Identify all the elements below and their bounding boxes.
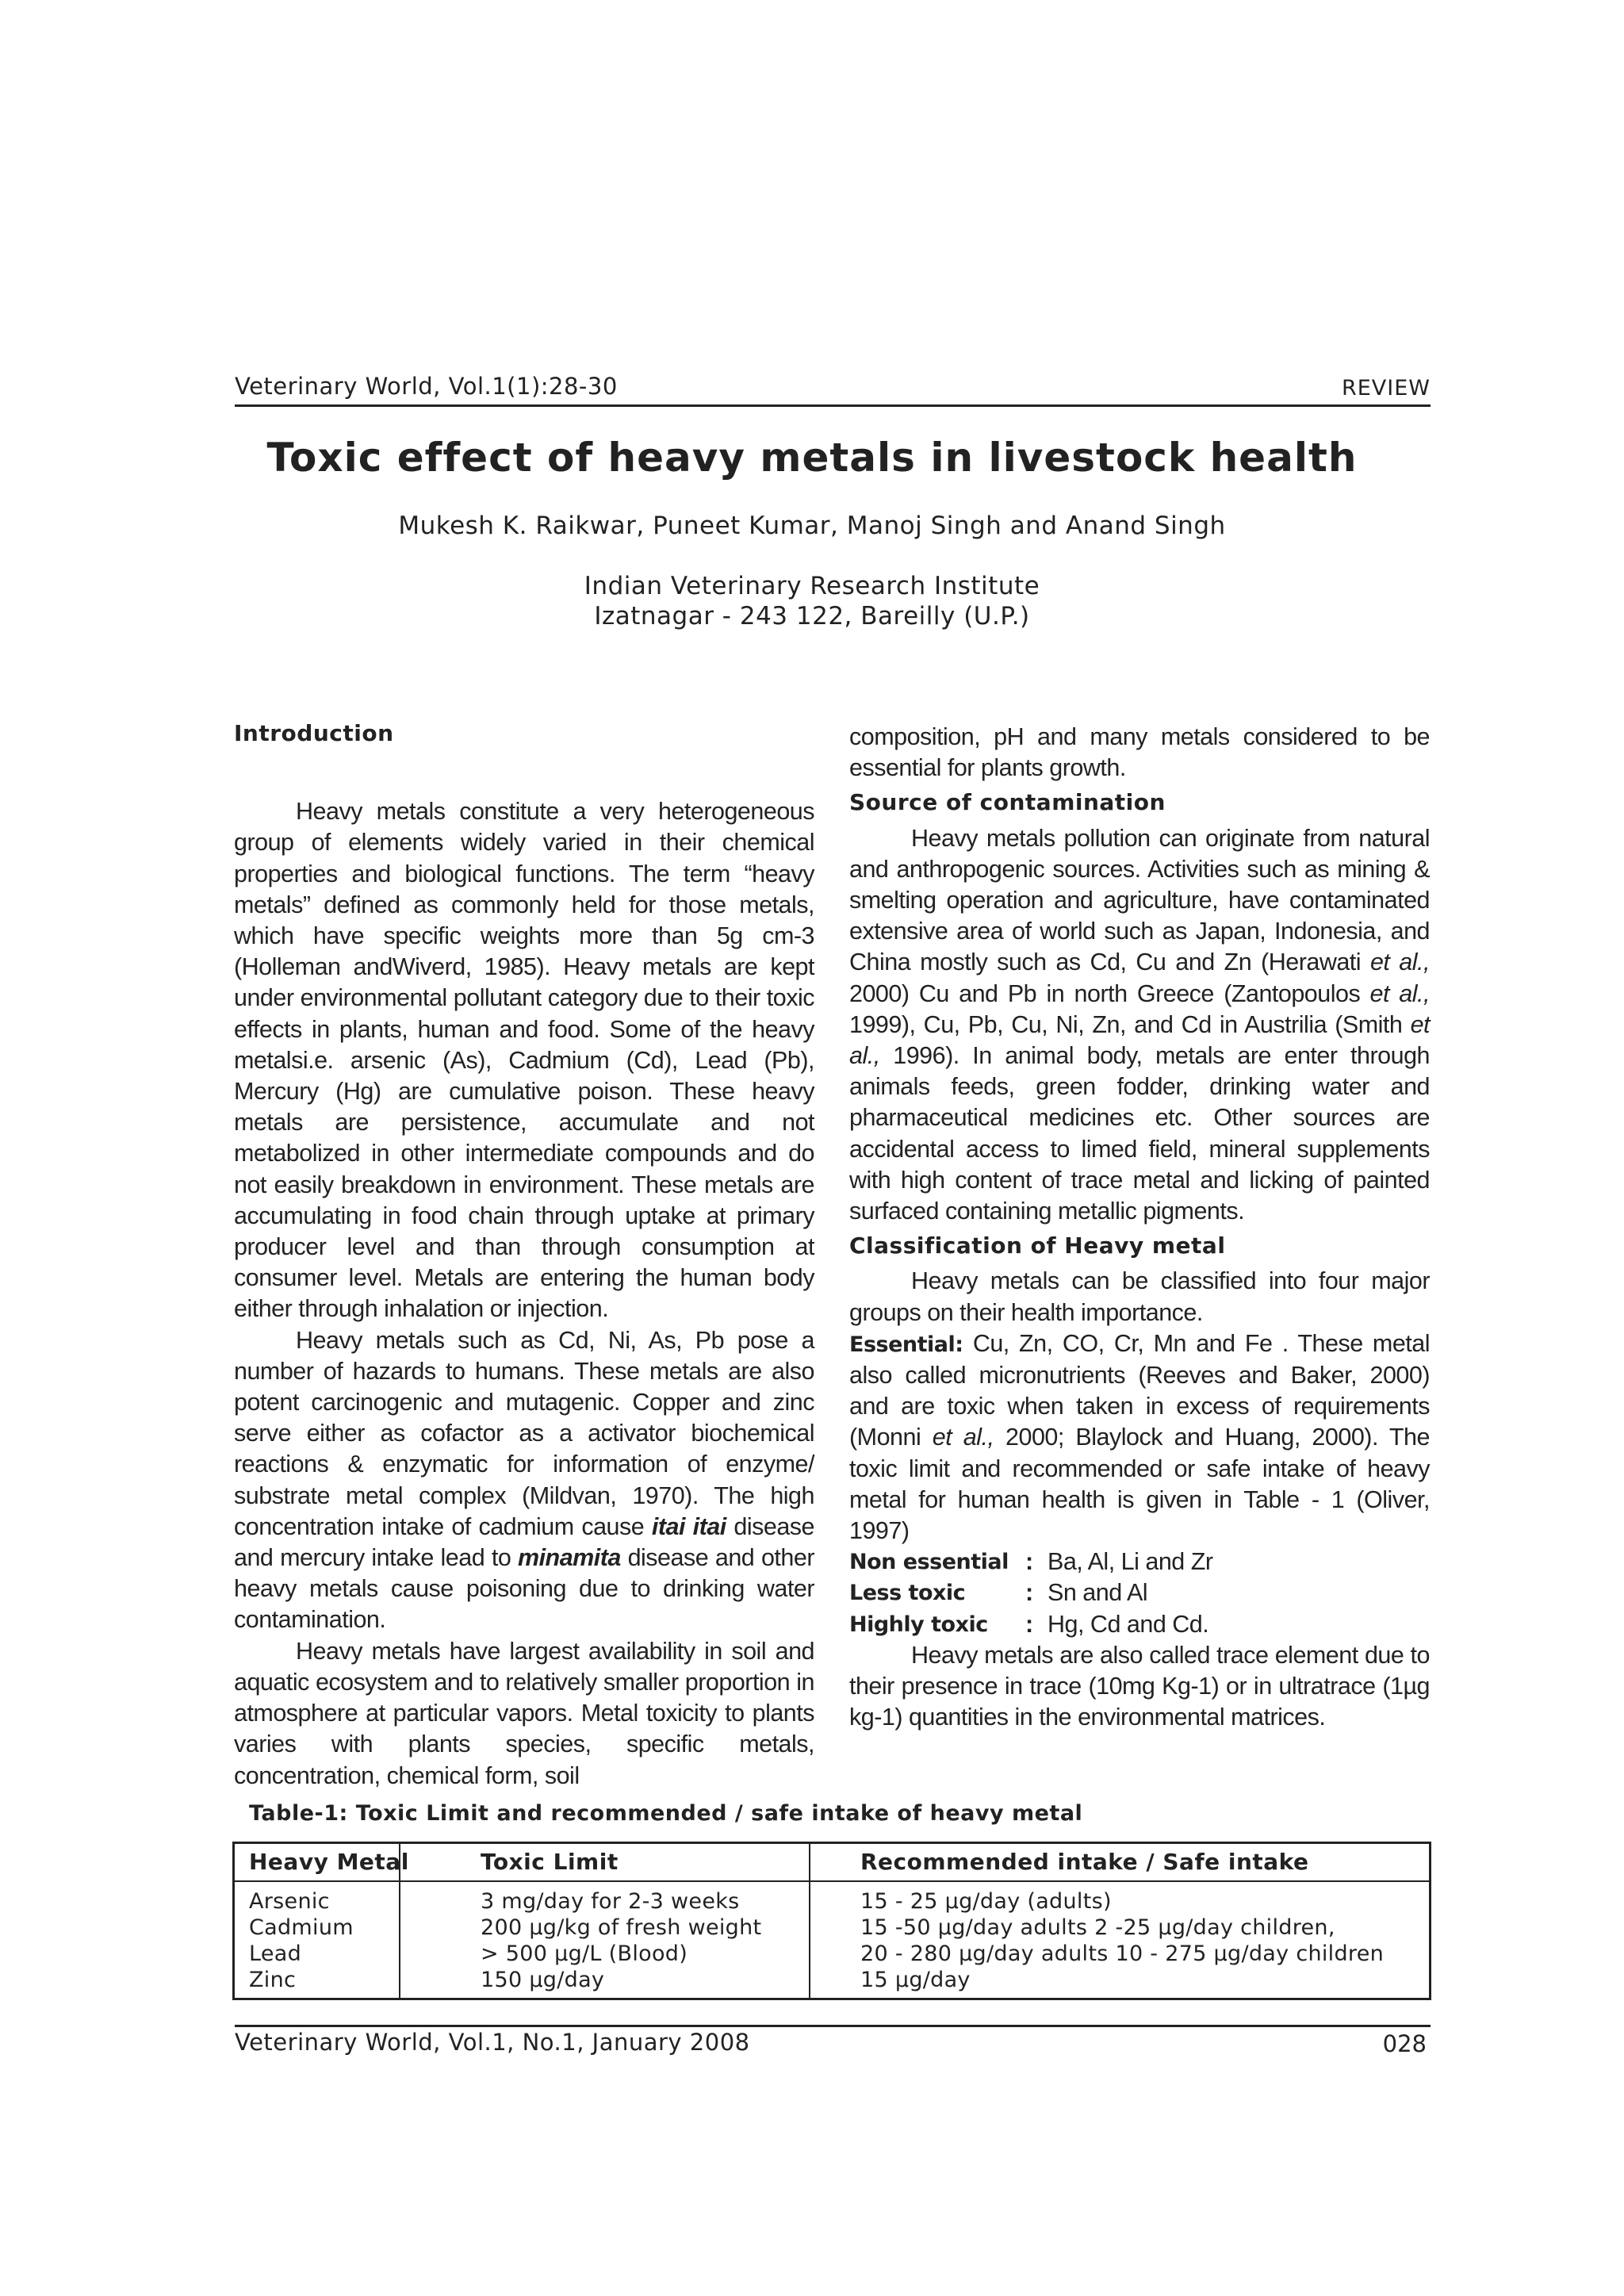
class-value: Hg, Cd and Cd.: [1048, 1610, 1209, 1638]
class-colon: :: [1025, 1610, 1033, 1638]
class-row-non-essential: [849, 1547, 1430, 1577]
et-al-2: et al.,: [1369, 979, 1430, 1007]
minamita-term: minamita: [517, 1544, 621, 1572]
classification-intro: Heavy metals can be classified into four major groups on their health importance.: [849, 1267, 1430, 1326]
intro-p2-mid: disease and mercury intake lead to: [234, 1512, 814, 1572]
intro-paragraph-3: Heavy metals have largest availability in soil and aquatic ecosystem and to relatively smaller proportion in atmosphere at particular vapors. Metal toxicity to plants varies with plants species, specific metals, concentration, chemical form, soil: [234, 1637, 814, 1789]
class-label: Non essential: [849, 1550, 1009, 1575]
essential-text-b: 2000; Blaylock and Huang, 2000). The toxic limit and recommended or safe intake of heavy metal for human health is given in Table - 1 (Oliver, 1997): [849, 1424, 1430, 1545]
essential-label: Essential:: [849, 1332, 963, 1357]
running-header-journal: Veterinary World, Vol.1(1):28-30: [235, 373, 618, 400]
source-text-a: Heavy metals pollution can originate from natural and anthropogenic sources. Activities such as mining & smelting operation and agriculture, have contaminated extensive area of world such as Japan, Indonesia, and China mostly such as Cd, Cu and Zn (Herawati: [849, 824, 1430, 976]
toxic-limit-table: [232, 1842, 1431, 2000]
class-row-highly-toxic: [849, 1609, 1430, 1640]
page-number: 028: [1382, 2030, 1427, 2057]
affiliation-line-2: Izatnagar - 243 122, Bareilly (U.P.): [594, 602, 1030, 631]
intro-p2-text: Heavy metals such as Cd, Ni, As, Pb pose a number of hazards to humans. These metals are also potent carcinogenic and mutagenic. Copper and zinc serve either as cofactor as a activator biochemical reactions & enzymatic for information of enzyme/ substrate metal complex (Mildvan, 1970). The high concentration intake of cadmium cause: [234, 1326, 814, 1540]
class-label: Highly toxic: [849, 1612, 988, 1637]
table-column-metals: Arsenic Cadmium Lead Zinc: [249, 1889, 354, 1992]
footer-rule: [235, 2025, 1431, 2027]
continued-paragraph: composition, pH and many metals considered to be essential for plants growth.: [849, 723, 1430, 782]
article-title: Toxic effect of heavy metals in livestock health: [266, 435, 1358, 481]
left-column: [234, 718, 814, 1792]
intro-paragraph-2: [234, 1325, 814, 1636]
table-header-rule: [235, 1880, 1429, 1882]
source-text-c: 1999), Cu, Pb, Cu, Ni, Zn, and Cd in Austrilia (Smith: [849, 1010, 1411, 1038]
et-al-4: et al.,: [932, 1424, 994, 1451]
class-colon: :: [1025, 1548, 1033, 1576]
affiliation-line-1: Indian Veterinary Research Institute: [584, 572, 1040, 600]
affiliation: [0, 571, 1624, 631]
table-header-safe-intake: Recommended intake / Safe intake: [860, 1849, 1309, 1875]
footer-journal: Veterinary World, Vol.1, No.1, January 2008: [235, 2029, 750, 2056]
et-al-1: et al.,: [1369, 949, 1430, 976]
class-value: Ba, Al, Li and Zr: [1048, 1548, 1213, 1576]
class-label: Less toxic: [849, 1581, 966, 1606]
table-column-safe-intake: 15 - 25 µg/day (adults) 15 -50 µg/day adults 2 -25 µg/day children, 20 - 280 µg/day adults 10 - 275 µg/day children 15 µg/day: [860, 1889, 1385, 1992]
table-header-toxic-limit: Toxic Limit: [481, 1849, 619, 1875]
section-label: REVIEW: [1341, 376, 1431, 401]
classification-heading: Classification of Heavy metal: [849, 1232, 1226, 1259]
class-colon: :: [1025, 1579, 1033, 1607]
source-heading: Source of contamination: [849, 789, 1166, 816]
source-paragraph: [849, 823, 1430, 1228]
intro-paragraph-1: Heavy metals constitute a very heterogeneous group of elements widely varied in their chemical properties and biological functions. The term “heavy metals” defined as commonly held for those metals, which have specific weights more than 5g cm-3 (Holleman andWiverd, 1985). Heavy metals are kept under environmental pollutant category due to their toxic effects in plants, human and food. Some of the heavy metalsi.e. arsenic (As), Cadmium (Cd), Lead (Pb), Mercury (Hg) are cumulative poison. These heavy metals are persistence, accumulate and not metabolized in other intermediate compounds and do not easily breakdown in environment. These metals are accumulating in food chain through uptake at primary producer level and than through consumption at consumer level. Metals are entering the human body either through inhalation or injection.: [234, 798, 814, 1323]
source-text-b: 2000) Cu and Pb in north Greece (Zantopoulos: [849, 979, 1370, 1007]
table-column-toxic-limits: 3 mg/day for 2-3 weeks 200 µg/kg of fresh weight > 500 µg/L (Blood) 150 µg/day: [481, 1889, 762, 1992]
introduction-heading: Introduction: [234, 720, 394, 746]
essential-paragraph: [849, 1328, 1430, 1547]
class-value: Sn and Al: [1048, 1579, 1148, 1607]
et-al-3: et al.,: [849, 1010, 1430, 1070]
trace-element-paragraph: Heavy metals are also called trace element due to their presence in trace (10mg Kg-1) or in ultratrace (1µg kg-1) quantities in the environmental matrices.: [849, 1641, 1430, 1731]
table-divider-2: [809, 1844, 810, 1998]
class-row-less-toxic: [849, 1577, 1430, 1608]
header-rule: [235, 404, 1431, 407]
itai-itai-term: itai itai: [651, 1512, 726, 1540]
intro-p2-end: disease and other heavy metals cause poisoning due to drinking water contamination.: [234, 1544, 814, 1634]
essential-text-a: Cu, Zn, CO, Cr, Mn and Fe . These metal also called micronutrients (Reeves and Baker, 2000) and are toxic when taken in excess of requirements (Monni: [849, 1329, 1430, 1451]
table-caption: Table-1: Toxic Limit and recommended / safe intake of heavy metal: [249, 1801, 1083, 1826]
author-list: Mukesh K. Raikwar, Puneet Kumar, Manoj Singh and Anand Singh: [398, 512, 1226, 540]
table-header-metal: Heavy Metal: [249, 1849, 409, 1875]
source-text-d: 1996). In animal body, metals are enter through animals feeds, green fodder, drinking water and pharmaceutical medicines etc. Other sources are accidental access to limed field, mineral supplements with high content of trace metal and licking of painted surfaced containing metallic pigments.: [849, 1042, 1430, 1225]
right-column: [849, 722, 1430, 1734]
